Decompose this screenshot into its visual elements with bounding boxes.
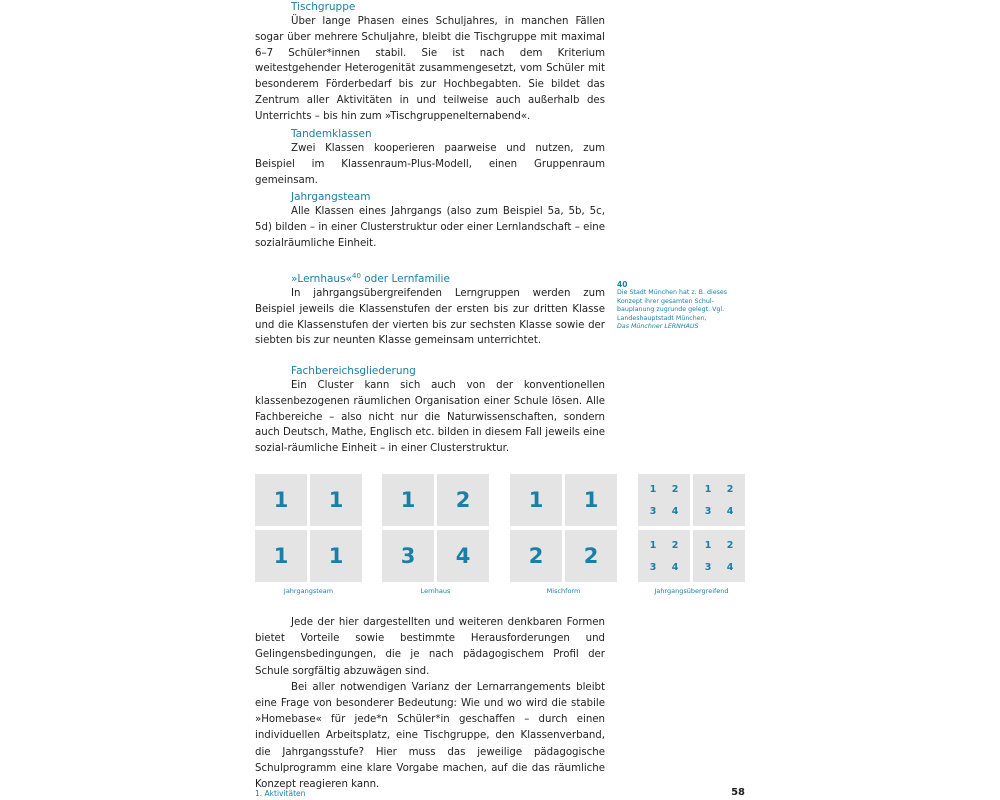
mini-grid — [642, 478, 686, 522]
mini-cell: 2 — [726, 539, 734, 551]
diagram-cell — [693, 530, 745, 582]
section-heading — [255, 269, 605, 286]
mini-cell: 2 — [726, 483, 734, 495]
section-body: Ein Cluster kann sich auch von der konventionellen klassenbezogenen räumlichen Organisation einer Schule lösen. Alle Fachbereiche – also nicht nur die Naturwissenschaften, sondern auch Deutsch, Mathe, Englisch etc. bilden in diesem Fall jeweils eine sozial-räumliche Einheit – in einer Clusterstruktur. — [255, 380, 605, 455]
diagram-cell: 1 — [310, 530, 362, 582]
diagram-mischform — [510, 474, 617, 582]
diagram-cell: 2 — [510, 530, 562, 582]
heading-suffix: oder Lernfamilie — [360, 273, 450, 285]
diagram-label: Jahrgangsteam — [283, 587, 334, 595]
section-fachbereichsgliederung — [255, 364, 605, 457]
diagram-label: Mischform — [546, 587, 581, 595]
diagram-label: Lernhaus — [420, 587, 451, 595]
diagram-cell — [638, 530, 690, 582]
section-heading: Tischgruppe — [291, 1, 356, 13]
diagram-cell: 1 — [255, 474, 307, 526]
diagram-cell: 2 — [437, 474, 489, 526]
closing-text — [255, 615, 605, 793]
mini-grid — [697, 478, 741, 522]
diagram-cell: 1 — [382, 474, 434, 526]
mini-cell: 3 — [649, 561, 657, 573]
diagram-cell: 3 — [382, 530, 434, 582]
mini-cell: 3 — [704, 505, 712, 517]
mini-cell: 2 — [671, 539, 679, 551]
section-body: In jahrgangsübergreifenden Lerngruppen werden zum Beispiel jeweils die Klassenstufen der ersten bis zur dritten Klasse und die Klassenstufen der vierten bis zur sechsten Klasse sowie der siebten bis zur neunten Klasse gemeinsam unterrichtet. — [255, 288, 605, 347]
mini-grid — [697, 534, 741, 578]
mini-cell: 2 — [671, 483, 679, 495]
diagram-cell: 1 — [565, 474, 617, 526]
section-body: Alle Klassen eines Jahrgangs (also zum Beispiel 5a, 5b, 5c, 5d) bilden – in einer Clusterstruktur oder einer Lernlandschaft – eine sozialräumliche Einheit. — [255, 206, 605, 249]
mini-cell: 1 — [704, 483, 712, 495]
section-tischgruppe — [255, 0, 605, 125]
closing-paragraph: Jede der hier dargestellten und weiteren denkbaren Formen bietet Vorteile sowie bestimmte Herausforderungen und Gelingensbedingungen, die je nach pädagogischem Profil der Schule sorgfältig abzuwägen sind. — [255, 617, 605, 677]
mini-cell: 1 — [649, 483, 657, 495]
chapter-footer[interactable]: 1. Aktivitäten — [255, 789, 306, 798]
footnote-ref[interactable]: 40 — [351, 272, 361, 280]
section-body: Über lange Phasen eines Schuljahres, in manchen Fällen sogar über mehrere Schuljahre, bleibt die Tischgruppe mit maximal 6–7 Schüler*innen stabil. Sie ist nach dem Kriterium weitestgehender Heterogenität zusammengesetzt, vom Schüler mit besonderem Förderbedarf bis zur Hochbegabten. Sie bildet das Zentrum aller Aktivitäten in und teilweise auch außerhalb des Unterrichts – bis hin zum »Tischgruppenelternabend«. — [255, 16, 605, 122]
diagram-cell: 1 — [255, 530, 307, 582]
footnote-40 — [617, 280, 742, 332]
diagram-cell — [638, 474, 690, 526]
section-lernhaus — [255, 269, 605, 349]
closing-paragraph: Bei aller notwendigen Varianz der Lernarrangements bleibt eine Frage von besonderer Bedeutung: Wie und wo wird die stabile »Homebase« für jede*n Schüler*in geschaffen – durch einen individuellen Arbeitsplatz, eine Tischgruppe, den Klassenverband, die Jahrgangsstufe? Hier muss das jeweilige pädagogische Schulprogramm eine klare Vorgabe machen, auf die das räumliche Konzept reagieren kann. — [255, 681, 605, 791]
section-body: Zwei Klassen kooperieren paarweise und nutzen, zum Beispiel im Klassenraum-Plus-Modell, einen Gruppenraum gemeinsam. — [255, 143, 605, 186]
mini-cell: 4 — [726, 561, 734, 573]
mini-grid — [642, 534, 686, 578]
mini-cell: 1 — [704, 539, 712, 551]
section-heading: Fachbereichsgliederung — [291, 365, 416, 377]
mini-cell: 3 — [704, 561, 712, 573]
mini-cell: 3 — [649, 505, 657, 517]
diagram-cell: 4 — [437, 530, 489, 582]
mini-cell: 4 — [671, 561, 679, 573]
footnote-text: Die Stadt München hat z. B. dieses Konzept ihrer gesamten Schulbauplanung zugrunde gelegt. Vgl. Landeshauptstadt München, — [617, 289, 728, 322]
heading-prefix: »Lernhaus« — [291, 273, 352, 285]
mini-cell: 4 — [671, 505, 679, 517]
section-heading: Jahrgangsteam — [291, 191, 371, 203]
page-number: 58 — [731, 787, 745, 798]
diagram-lernhaus — [382, 474, 489, 582]
mini-cell: 4 — [726, 505, 734, 517]
diagram-label: Jahrgangsübergreifend — [654, 587, 729, 595]
diagram-cell: 2 — [565, 530, 617, 582]
section-jahrgangsteam — [255, 190, 605, 251]
diagram-jahrgangsuebergreifend — [638, 474, 745, 582]
mini-cell: 1 — [649, 539, 657, 551]
diagram-cell — [693, 474, 745, 526]
diagram-cell: 1 — [310, 474, 362, 526]
diagram-cell: 1 — [510, 474, 562, 526]
footnote-title: Das Münchner LERNHAUS — [617, 323, 699, 331]
diagram-jahrgangsteam — [255, 474, 362, 582]
section-heading: Tandemklassen — [291, 128, 372, 140]
footnote-number: 40 — [617, 280, 628, 289]
section-tandemklassen — [255, 127, 605, 188]
